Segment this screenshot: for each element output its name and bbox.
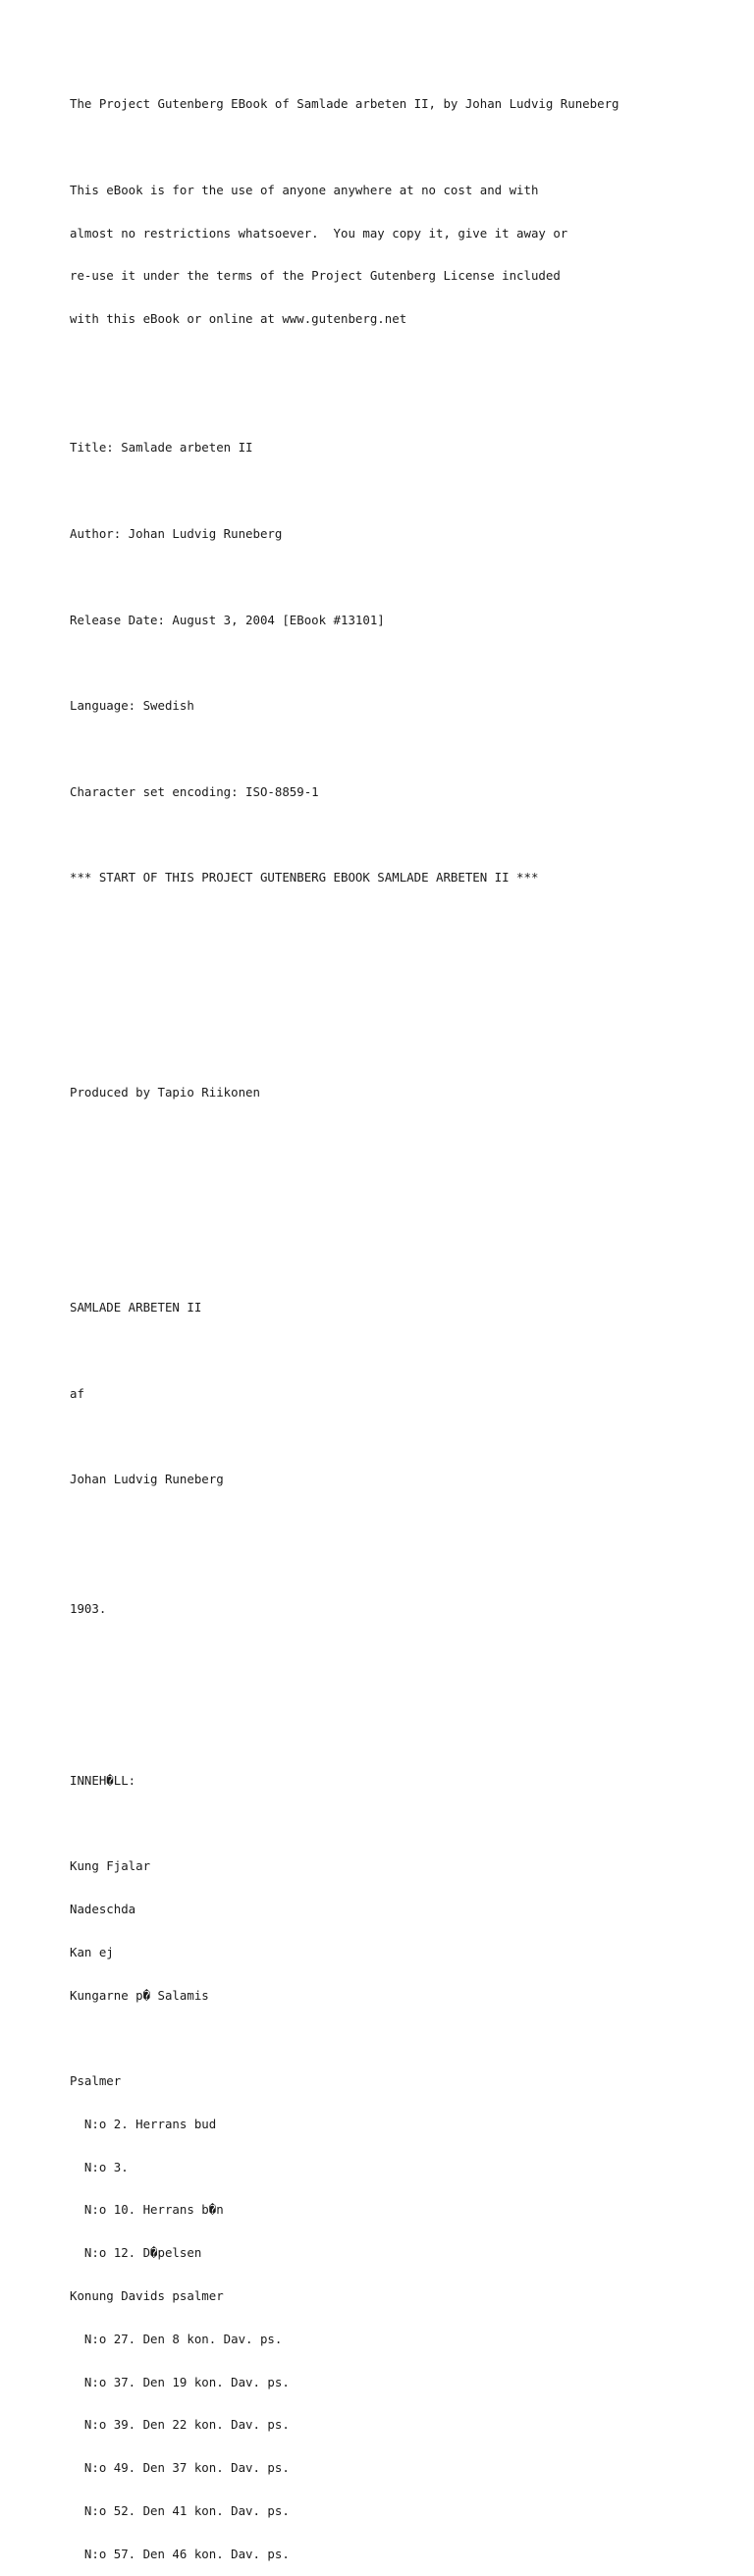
toc-item: Kan ej xyxy=(70,1944,114,1959)
book-year: 1903. xyxy=(70,1600,107,1616)
license-line: almost no restrictions whatsoever. You may copy it, give it away or xyxy=(70,225,568,241)
toc-heading: INNEH�LL: xyxy=(70,1772,136,1788)
toc-item: N:o 12. D�pelsen xyxy=(70,2245,202,2261)
header-line: The Project Gutenberg EBook of Samlade arbeten II, by Johan Ludvig Runeberg xyxy=(70,96,619,112)
start-marker: *** START OF THIS PROJECT GUTENBERG EBOOK SAMLADE ARBETEN II *** xyxy=(70,870,539,886)
meta-release-date: Release Date: August 3, 2004 [EBook #13101] xyxy=(70,612,385,627)
toc-item: Nadeschda xyxy=(70,1902,136,1916)
license-line: re-use it under the terms of the Project Gutenberg License included xyxy=(70,268,561,284)
license-line: This eBook is for the use of anyone anywhere at no cost and with xyxy=(70,182,539,197)
toc-item: N:o 57. Den 46 kon. Dav. ps. xyxy=(70,2546,290,2561)
license-line: with this eBook or online at www.gutenberg.net xyxy=(70,311,407,327)
meta-author: Author: Johan Ludvig Runeberg xyxy=(70,526,283,541)
produced-by: Produced by Tapio Riikonen xyxy=(70,1085,260,1100)
book-af: af xyxy=(70,1385,84,1401)
toc-item: Kung Fjalar xyxy=(70,1858,151,1874)
meta-charset: Character set encoding: ISO-8859-1 xyxy=(70,783,319,799)
toc-item: N:o 39. Den 22 kon. Dav. ps. xyxy=(70,2417,290,2433)
toc-item: N:o 2. Herrans bud xyxy=(70,2116,217,2131)
toc-item: Psalmer xyxy=(70,2073,122,2089)
ebook-text xyxy=(70,69,737,2576)
book-author: Johan Ludvig Runeberg xyxy=(70,1472,224,1487)
toc-item: N:o 10. Herrans b�n xyxy=(70,2202,224,2218)
toc-item: N:o 3. xyxy=(70,2159,129,2174)
meta-language: Language: Swedish xyxy=(70,698,194,714)
toc-item: N:o 49. Den 37 kon. Dav. ps. xyxy=(70,2460,290,2476)
toc-item: N:o 52. Den 41 kon. Dav. ps. xyxy=(70,2502,290,2518)
toc-item: N:o 37. Den 19 kon. Dav. ps. xyxy=(70,2374,290,2389)
toc-item: N:o 27. Den 8 kon. Dav. ps. xyxy=(70,2331,283,2346)
toc-item: Konung Davids psalmer xyxy=(70,2288,224,2304)
meta-title: Title: Samlade arbeten II xyxy=(70,440,253,456)
book-title: SAMLADE ARBETEN II xyxy=(70,1300,202,1315)
toc-item: Kungarne p� Salamis xyxy=(70,1987,209,2003)
